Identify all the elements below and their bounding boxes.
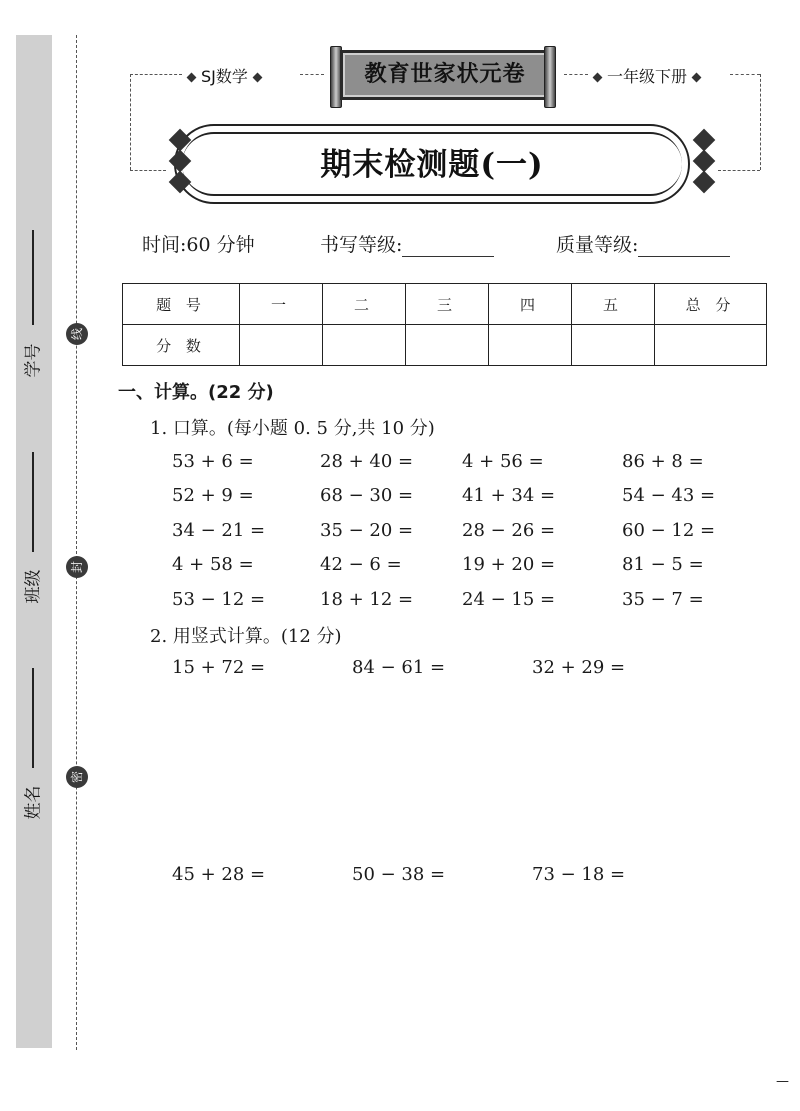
writing-grade: 书写等级:	[320, 230, 494, 257]
seal-line-mark: 线	[66, 323, 88, 345]
time-info: 时间:60 分钟	[142, 234, 255, 256]
header-dash-left	[130, 74, 182, 75]
page-number: —	[776, 1074, 789, 1089]
equation: 54 − 43 =	[622, 485, 716, 506]
quality-grade: 质量等级:	[556, 230, 730, 257]
table-cell: 三	[406, 284, 489, 325]
series-scroll	[322, 46, 564, 104]
equation: 35 − 20 =	[320, 520, 414, 541]
score-entry-cell[interactable]	[655, 325, 767, 366]
banner-diamond-icon	[693, 150, 716, 173]
writing-grade-blank[interactable]	[402, 238, 494, 257]
equation: 19 + 20 =	[462, 554, 556, 575]
seal-secret-mark: 密	[66, 766, 88, 788]
score-entry-cell[interactable]	[323, 325, 406, 366]
table-cell: 总 分	[655, 284, 767, 325]
diamond-icon	[692, 73, 702, 83]
name-line	[32, 668, 34, 768]
equation: 41 + 34 =	[462, 485, 556, 506]
equation: 50 − 38 =	[352, 864, 446, 885]
header-dash-left-v	[130, 74, 131, 170]
table-cell: 分 数	[123, 325, 240, 366]
class-line	[32, 452, 34, 552]
header-dash-mid-right	[564, 74, 588, 75]
score-entry-cell[interactable]	[406, 325, 489, 366]
equation: 53 − 12 =	[172, 589, 266, 610]
equation: 24 − 15 =	[462, 589, 556, 610]
equation: 34 − 21 =	[172, 520, 266, 541]
score-entry-cell[interactable]	[240, 325, 323, 366]
equation: 52 + 9 =	[172, 485, 254, 506]
diamond-icon	[187, 73, 197, 83]
table-cell: 五	[572, 284, 655, 325]
student-id-label: 学号	[23, 343, 44, 378]
banner-diamond-icon	[693, 129, 716, 152]
question-heading: 2. 用竖式计算。(12 分)	[150, 626, 342, 647]
table-cell: 题 号	[123, 284, 240, 325]
equation: 32 + 29 =	[532, 657, 626, 678]
table-cell: 四	[489, 284, 572, 325]
score-table	[122, 283, 767, 366]
grade-label: 一年级下册	[588, 64, 706, 87]
section-heading: 一、计算。(22 分)	[118, 382, 274, 403]
quality-grade-blank[interactable]	[638, 238, 730, 257]
equation: 28 + 40 =	[320, 451, 414, 472]
score-entry-cell[interactable]	[572, 325, 655, 366]
equation: 28 − 26 =	[462, 520, 556, 541]
scroll-rod-right	[544, 46, 556, 108]
diamond-icon	[593, 73, 603, 83]
equation: 53 + 6 =	[172, 451, 254, 472]
equation: 4 + 56 =	[462, 451, 544, 472]
class-label: 班级	[23, 569, 44, 604]
equation: 15 + 72 =	[172, 657, 266, 678]
equation: 68 − 30 =	[320, 485, 414, 506]
header-dash-right	[730, 74, 760, 75]
equation: 60 − 12 =	[622, 520, 716, 541]
name-label: 姓名	[23, 785, 44, 820]
series-title: 教育世家状元卷	[364, 62, 526, 87]
equation: 45 + 28 =	[172, 864, 266, 885]
table-cell: 一	[240, 284, 323, 325]
table-cell: 二	[323, 284, 406, 325]
equation: 81 − 5 =	[622, 554, 704, 575]
scroll-panel	[340, 50, 550, 100]
subject-label: SJ数学	[182, 64, 267, 87]
equation: 18 + 12 =	[320, 589, 414, 610]
header-dash-right-v	[760, 74, 761, 170]
exam-title: 期末检测题(一)	[320, 147, 544, 183]
header-dash-right-b	[718, 170, 760, 171]
banner-diamond-icon	[693, 171, 716, 194]
header-dash-left-b	[130, 170, 166, 171]
equation: 42 − 6 =	[320, 554, 402, 575]
equation: 35 − 7 =	[622, 589, 704, 610]
score-entry-cell[interactable]	[489, 325, 572, 366]
equation: 84 − 61 =	[352, 657, 446, 678]
score-table-header-row	[123, 284, 767, 325]
seal-seal-mark: 封	[66, 556, 88, 578]
equation: 4 + 58 =	[172, 554, 254, 575]
diamond-icon	[252, 73, 262, 83]
question-heading: 1. 口算。(每小题 0. 5 分,共 10 分)	[150, 418, 435, 439]
header-dash-mid-left	[300, 74, 324, 75]
cut-line	[76, 35, 77, 1050]
score-table-score-row	[123, 325, 767, 366]
equation: 86 + 8 =	[622, 451, 704, 472]
binding-strip	[16, 35, 52, 1048]
equation: 73 − 18 =	[532, 864, 626, 885]
student-id-line	[32, 230, 34, 325]
